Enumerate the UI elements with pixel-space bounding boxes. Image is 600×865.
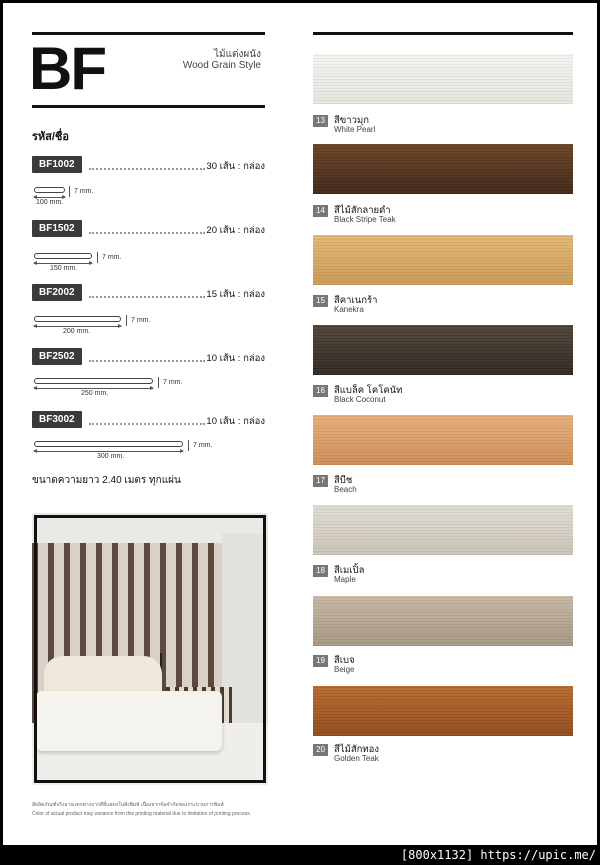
width-arrow	[34, 326, 121, 327]
product-code-badge: BF2502	[32, 348, 82, 365]
watermark-text: [800x1132] https://upic.me/	[400, 848, 596, 862]
photo-frame	[34, 515, 266, 783]
height-label: 7 mm.	[131, 317, 151, 324]
width-arrow	[34, 197, 65, 198]
product-count: 15 เส้น : กล่อง	[206, 289, 265, 300]
color-number: 17	[313, 475, 328, 487]
profile-bar	[34, 441, 183, 447]
width-arrow	[34, 263, 92, 264]
disclaimer-th: สีผลิตภัณฑ์จริงอาจแตกต่างจากสีที่แสดงในสิ่งพิมพ์ เนื่องจากข้อจำกัดของกระบวนการพิมพ์	[32, 802, 224, 808]
profile-bar	[34, 316, 121, 322]
color-name-en: Beach	[334, 485, 357, 494]
height-marker	[158, 377, 159, 388]
color-name-th: สีไม้สักทอง	[334, 744, 379, 755]
color-name-en: White Pearl	[334, 125, 376, 134]
color-swatch	[313, 325, 573, 375]
color-number: 15	[313, 295, 328, 307]
top-rule-right	[313, 32, 573, 35]
product-count: 30 เส้น : กล่อง	[206, 161, 265, 172]
height-marker	[188, 440, 189, 451]
color-name-en: Black Coconut	[334, 395, 386, 404]
color-name-th: สีแบล็ค โคโคนัท	[334, 385, 403, 396]
color-name-en: Kanekra	[334, 305, 364, 314]
color-name-th: สีเบจ	[334, 655, 355, 666]
color-name-th: สีคาเนกร้า	[334, 295, 378, 306]
color-name-th: สีเมเปิ้ล	[334, 565, 365, 576]
height-marker	[69, 186, 70, 197]
color-number: 16	[313, 385, 328, 397]
dot-leader	[89, 160, 205, 170]
width-label: 100 mm.	[36, 199, 64, 206]
height-marker	[126, 315, 127, 326]
product-row	[32, 284, 265, 344]
color-name-en: Maple	[334, 575, 356, 584]
height-label: 7 mm.	[102, 254, 122, 261]
profile-bar	[34, 187, 65, 193]
color-swatch	[313, 415, 573, 465]
color-name-en: Black Stripe Teak	[334, 215, 396, 224]
brand-code: BF	[29, 35, 105, 102]
profile-bar	[34, 253, 92, 259]
dot-leader	[89, 224, 205, 234]
heading-rule	[32, 105, 265, 108]
product-code-badge: BF1002	[32, 156, 82, 173]
color-number: 13	[313, 115, 328, 127]
height-label: 7 mm.	[193, 442, 213, 449]
color-swatch	[313, 505, 573, 555]
color-number: 19	[313, 655, 328, 667]
brand-subtitle-th: ไม้แต่งผนัง	[213, 49, 261, 60]
disclaimer-en: Color of actual product may variance from this printing material due to limitation of printing process.	[32, 811, 251, 817]
color-swatch	[313, 686, 573, 736]
width-label: 150 mm.	[50, 265, 78, 272]
color-swatch	[313, 596, 573, 646]
length-note: ขนาดความยาว 2.40 เมตร ทุกแผ่น	[32, 475, 181, 486]
profile-bar	[34, 378, 153, 384]
width-label: 200 mm.	[63, 328, 91, 335]
color-number: 20	[313, 744, 328, 756]
bedroom-photo	[32, 513, 268, 785]
product-code-badge: BF3002	[32, 411, 82, 428]
color-number: 18	[313, 565, 328, 577]
product-count: 10 เส้น : กล่อง	[206, 416, 265, 427]
product-code-badge: BF2002	[32, 284, 82, 301]
width-label: 250 mm.	[81, 390, 109, 397]
product-count: 20 เส้น : กล่อง	[206, 225, 265, 236]
height-label: 7 mm.	[163, 379, 183, 386]
catalog-page	[3, 3, 597, 845]
product-code-badge: BF1502	[32, 220, 82, 237]
dot-leader	[89, 288, 205, 298]
color-swatch	[313, 235, 573, 285]
width-arrow	[34, 451, 183, 452]
color-swatch	[313, 144, 573, 194]
brand-subtitle-en: Wood Grain Style	[182, 60, 261, 71]
height-marker	[97, 252, 98, 263]
color-name-en: Golden Teak	[334, 754, 379, 763]
color-name-th: สีไม้สักลายดำ	[334, 205, 391, 216]
color-name-th: สีบีช	[334, 475, 353, 486]
color-swatch	[313, 54, 573, 104]
width-arrow	[34, 388, 153, 389]
dot-leader	[89, 352, 205, 362]
height-label: 7 mm.	[74, 188, 94, 195]
width-label: 300 mm.	[97, 453, 125, 460]
product-count: 10 เส้น : กล่อง	[206, 353, 265, 364]
product-row	[32, 156, 265, 216]
dot-leader	[89, 415, 205, 425]
color-name-th: สีขาวมุก	[334, 115, 369, 126]
color-name-en: Beige	[334, 665, 355, 674]
code-heading: รหัส/ชื่อ	[32, 131, 70, 143]
color-number: 14	[313, 205, 328, 217]
